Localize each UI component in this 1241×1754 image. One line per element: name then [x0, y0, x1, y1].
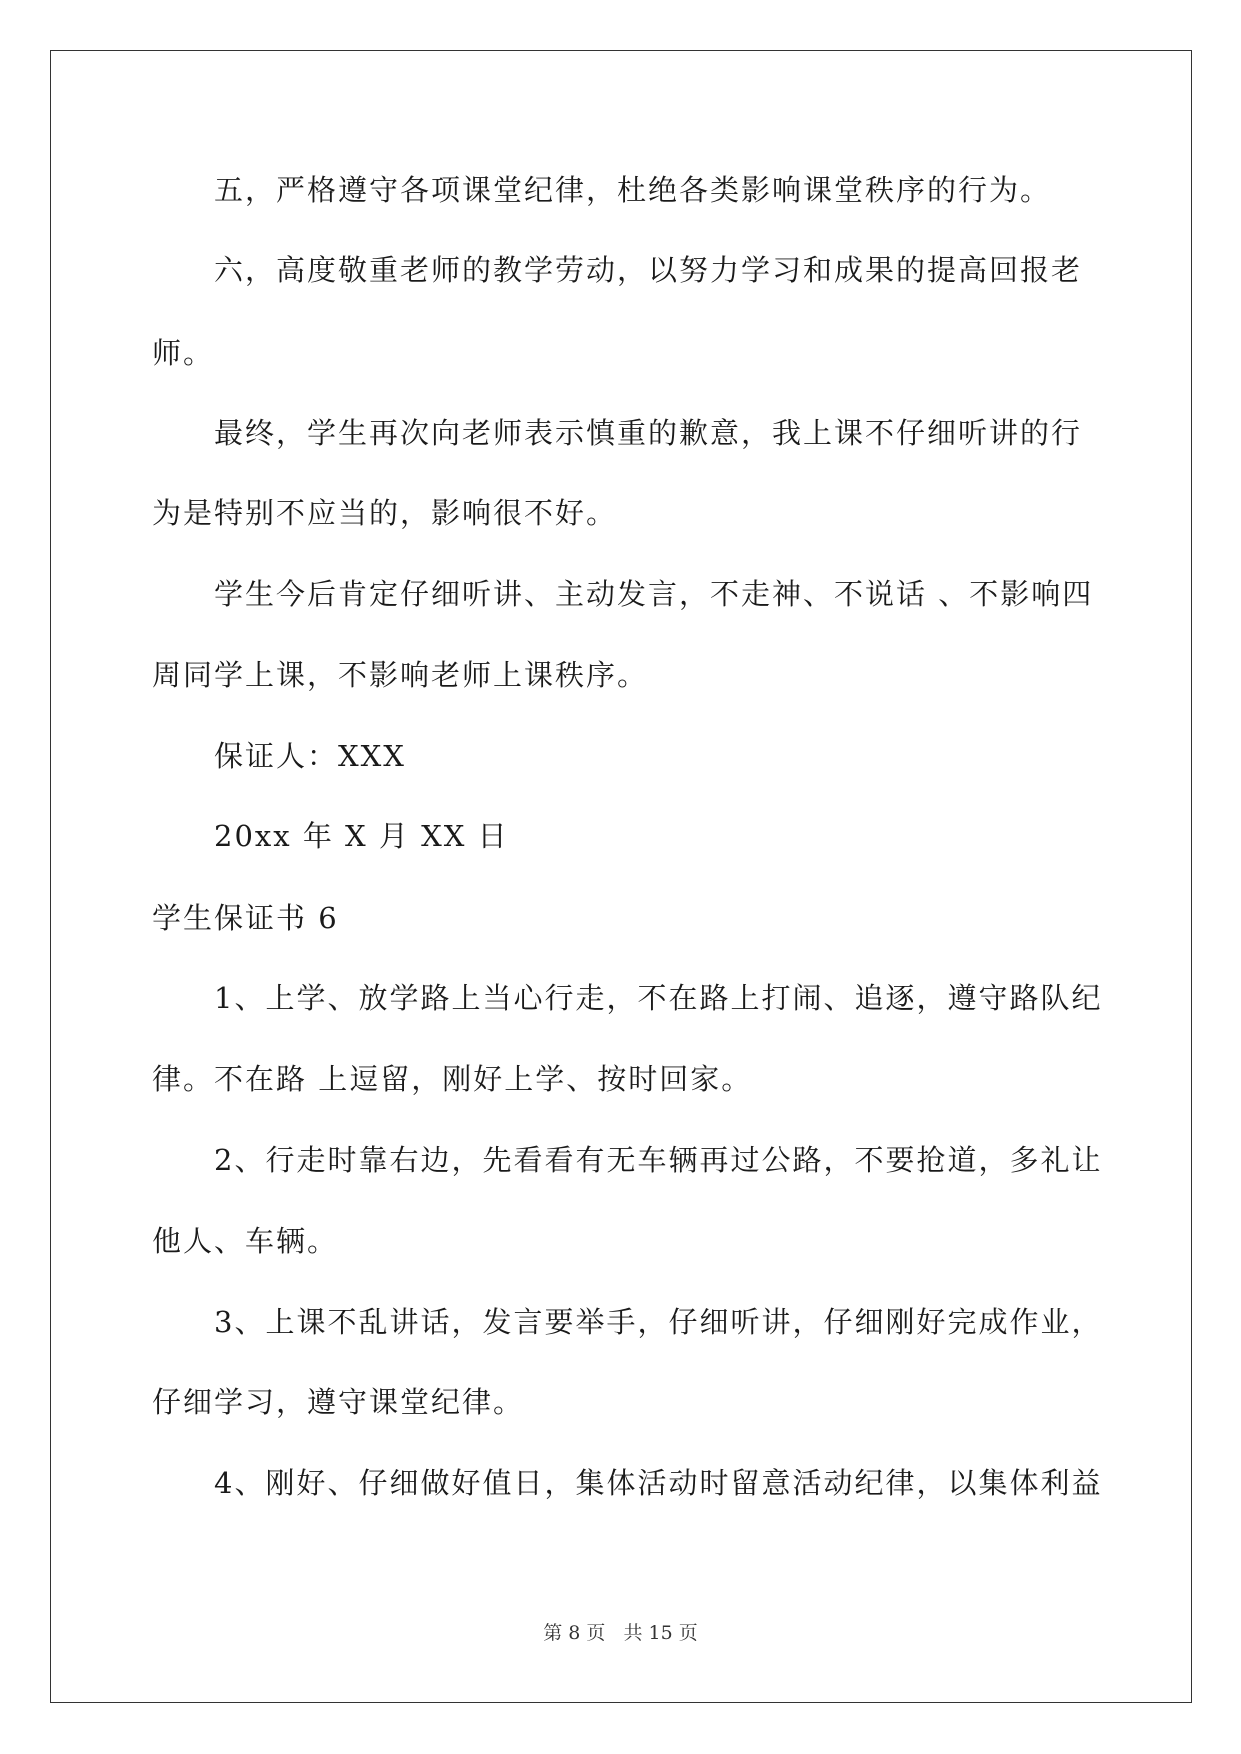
paragraph-line: 2、行走时靠右边，先看看有无车辆再过公路，不要抢道，多礼让	[214, 1143, 1103, 1177]
paragraph-line: 师。	[152, 336, 215, 370]
paragraph-line: 他人、车辆。	[152, 1224, 339, 1258]
paragraph-line: 六，高度敬重老师的教学劳动，以努力学习和成果的提高回报老	[214, 253, 1083, 287]
paragraph-line: 4、刚好、仔细做好值日，集体活动时留意活动纪律，以集体利益	[214, 1466, 1103, 1500]
section-heading: 学生保证书 6	[152, 901, 339, 935]
page-border	[50, 50, 1192, 1703]
paragraph-line: 1、上学、放学路上当心行走，不在路上打闹、追逐，遵守路队纪	[214, 981, 1103, 1015]
page-total: 共 15 页	[623, 1622, 698, 1644]
paragraph-line: 五，严格遵守各项课堂纪律，杜绝各类影响课堂秩序的行为。	[214, 173, 1052, 207]
signer-line: 保证人：XXX	[214, 739, 406, 773]
paragraph-line: 3、上课不乱讲话，发言要举手，仔细听讲，仔细刚好完成作业，	[214, 1305, 1103, 1339]
page-footer	[0, 1618, 1241, 1645]
page-number: 第 8 页	[543, 1622, 606, 1644]
paragraph-line: 最终，学生再次向老师表示慎重的歉意，我上课不仔细听讲的行	[214, 416, 1083, 450]
date-line: 20xx 年 X 月 XX 日	[214, 819, 509, 853]
paragraph-line: 仔细学习，遵守课堂纪律。	[152, 1385, 525, 1419]
paragraph-line: 学生今后肯定仔细听讲、主动发言，不走神、不说话 、不影响四	[214, 577, 1094, 611]
paragraph-line: 周同学上课，不影响老师上课秩序。	[152, 658, 649, 692]
paragraph-line: 律。不在路 上逗留，刚好上学、按时回家。	[152, 1062, 753, 1096]
paragraph-line: 为是特别不应当的，影响很不好。	[152, 496, 618, 530]
